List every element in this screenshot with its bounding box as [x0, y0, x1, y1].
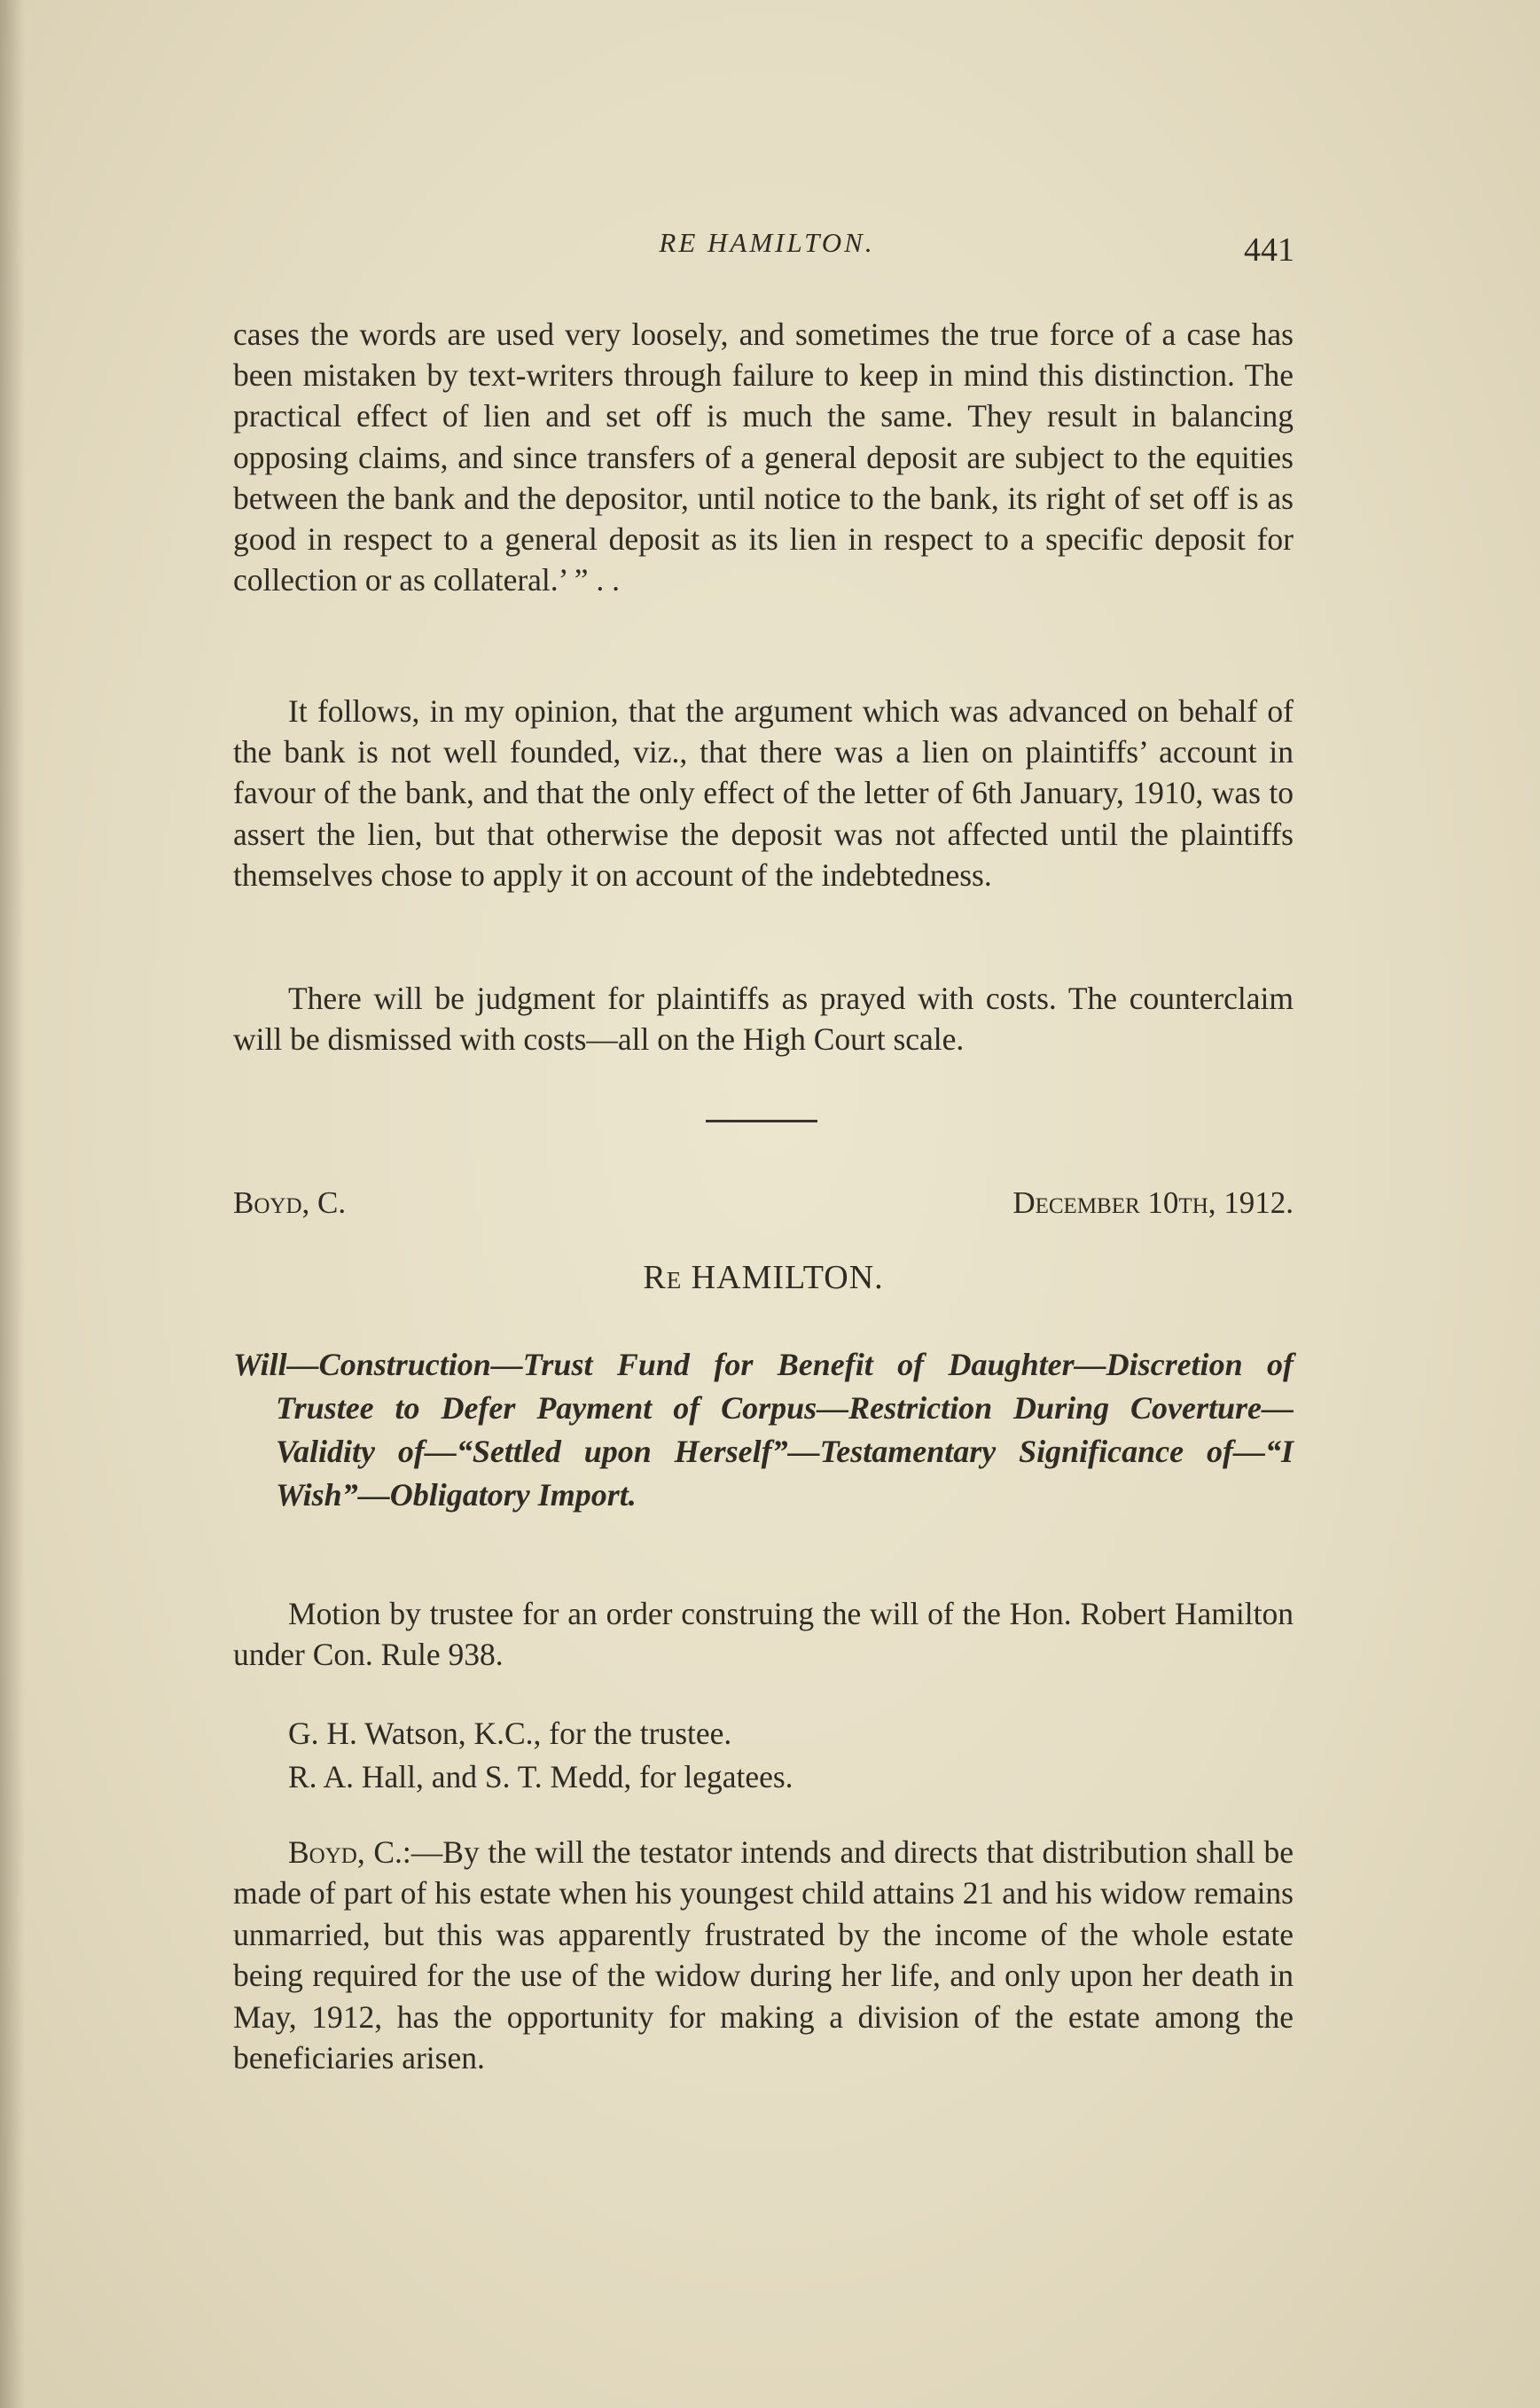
paragraph-1: cases the words are used very loosely, and sometimes the true force of a case has been mistaken by text-writers through failure to keep in mind this distinction. The practical effect of lien and set off is much the same. They result in balancing opposing claims, and since transfers of a general deposit are subject to the equities between the bank and the depositor, until notice to the bank, its right of set off is as good in respect to a general deposit as its lien in respect to a specific deposit for collection or as collateral.’ ” . .: [233, 317, 1294, 598]
paragraph-3: There will be judgment for plaintiffs as prayed with costs. The counterclaim will be dismissed with costs—all on the High Court scale.: [233, 981, 1294, 1058]
counsel-line-2: R. A. Hall, and S. T. Medd, for legatees.: [288, 1759, 793, 1794]
judgment-speaker: Boyd, C.: [288, 1834, 403, 1870]
judgment-text: :—By the will the testator intends and directs that distribution shall be made of part of his estate when his youngest child attains 21 and his widow remains unmarried, but this was apparently frustrated by the income of the whole estate being required for the use of the widow during her life, and only upon her death in May, 1912, has the opportunity for making a division of the estate among the beneficiaries arisen.: [233, 1834, 1294, 2076]
page-header: [239, 227, 1294, 280]
motion-paragraph: Motion by trustee for an order construing the will of the Hon. Robert Hamilton under Con. Rule 938.: [233, 1596, 1294, 1672]
binding-shadow: [0, 0, 25, 2408]
headnote: Will—Construction—Trust Fund for Benefit of Daughter—Discretion of Trustee to Defer Payment of Corpus—Restriction During Coverture—Validity of—“Settled upon Herself”—Testamentary Significance of—“I Wish”—Obligatory Import.: [233, 1347, 1294, 1513]
case-title: Re HAMILTON.: [643, 1259, 884, 1296]
decision-date: December 10th, 1912.: [1012, 1185, 1294, 1220]
running-head: RE HAMILTON.: [659, 227, 875, 258]
paragraph-2: It follows, in my opinion, that the argument which was advanced on behalf of the bank is not well founded, viz., that there was a lien on plaintiffs’ account in favour of the bank, and that the only effect of the letter of 6th January, 1910, was to assert the lien, but that otherwise the deposit was not affected until the plaintiffs themselves chose to apply it on account of the indebtedness.: [233, 693, 1294, 893]
judge-name: Boyd, C.: [233, 1185, 347, 1220]
page-number: 441: [1244, 231, 1294, 269]
judgment-paragraph: [233, 1832, 1294, 2078]
counsel-line-1: G. H. Watson, K.C., for the trustee.: [288, 1716, 732, 1751]
section-divider: [706, 1120, 817, 1122]
